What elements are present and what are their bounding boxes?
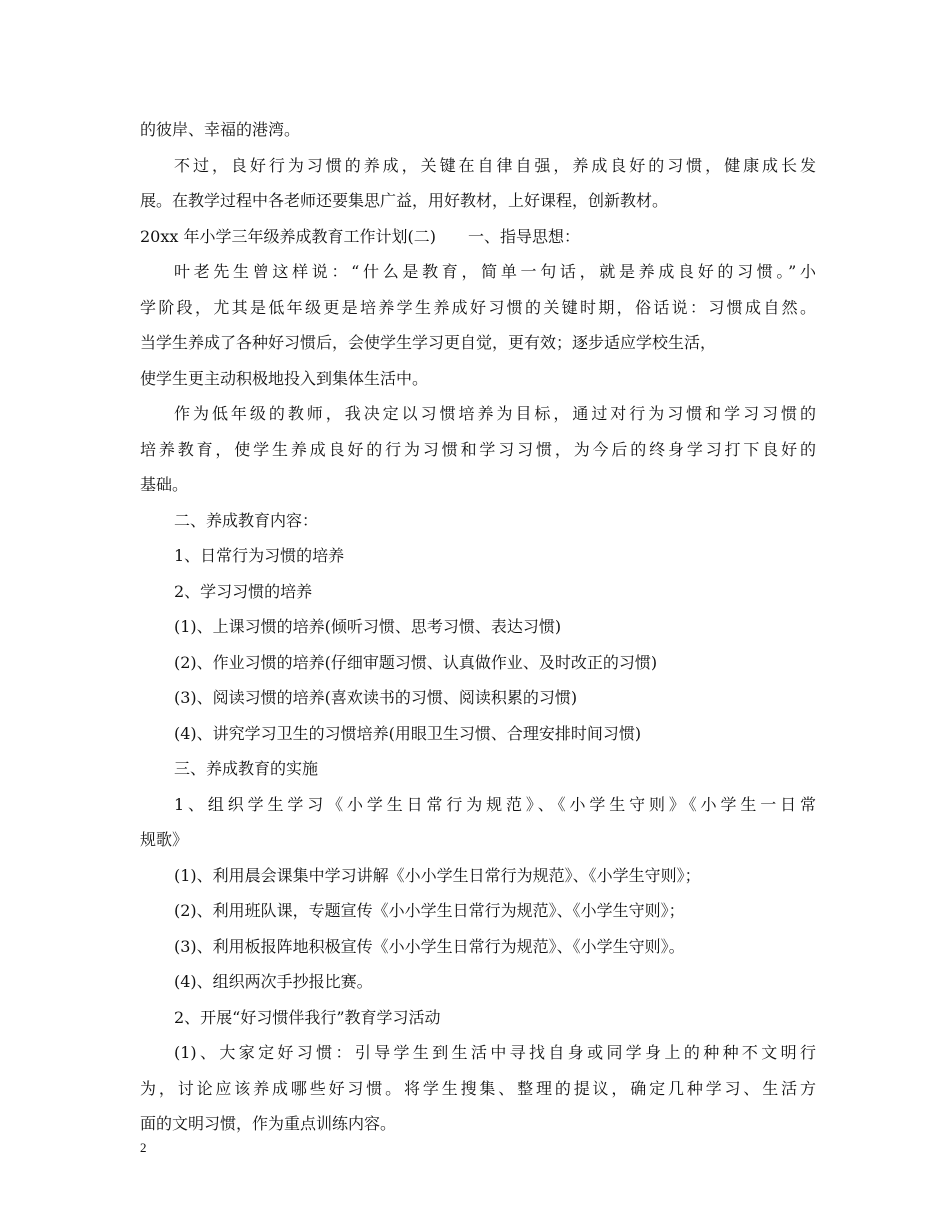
list-item: (1)、利用晨会课集中学习讲解《小小学生日常行为规范》、《小学生守则》； <box>174 865 701 885</box>
list-item: (1)、上课习惯的培养(倾听习惯、思考习惯、表达习惯) <box>174 617 562 636</box>
text-line: 的彼岸、幸福的港湾。 <box>140 120 301 139</box>
list-item: 1、日常行为习惯的培养 <box>174 546 345 565</box>
list-item: 2、学习习惯的培养 <box>174 581 313 601</box>
text-line: 为，讨论应该养成哪些好习惯。将学生搜集、整理的提议，确定几种学习、生活方 <box>140 1078 816 1098</box>
list-item: 2、开展“好习惯伴我行”教育学习活动 <box>174 1007 441 1027</box>
text-line: 学阶段，尤其是低年级更是培养学生养成好习惯的关键时期，俗话说：习惯成自然。 <box>140 297 816 317</box>
text-line: 叶老先生曾这样说：“什么是教育，简单一句话，就是养成良好的习惯。”小 <box>174 262 816 281</box>
text-line: 作为低年级的教师，我决定以习惯培养为目标，通过对行为习惯和学习习惯的 <box>174 404 816 423</box>
list-item: (2)、利用班队课，专题宣传《小小学生日常行为规范》、《小学生守则》； <box>174 901 685 920</box>
text-line: 不过，良好行为习惯的养成，关键在自律自强，养成良好的习惯，健康成长发 <box>174 155 816 175</box>
text-line: 规歌》 <box>140 830 189 849</box>
document-body <box>140 112 816 1142</box>
section-heading: 三、养成教育的实施 <box>174 759 319 778</box>
text-line: 使学生更主动积极地投入到集体生活中。 <box>140 368 429 388</box>
text-line: 培养教育，使学生养成良好的行为习惯和学习习惯，为今后的终身学习打下良好的 <box>140 439 816 459</box>
list-item: (4)、讲究学习卫生的习惯培养(用眼卫生习惯、合理安排时间习惯) <box>174 723 642 743</box>
section-heading: 20xx 年小学三年级养成教育工作计划(二) 一、指导思想： <box>140 226 580 246</box>
list-item: (4)、组织两次手抄报比赛。 <box>174 972 373 991</box>
page-number: 2 <box>140 1140 147 1155</box>
text-line: 面的文明习惯，作为重点训练内容。 <box>140 1114 397 1133</box>
list-item: (1)、大家定好习惯：引导学生到生活中寻找自身或同学身上的种种不文明行 <box>174 1043 816 1062</box>
text-line: 基础。 <box>140 475 189 494</box>
list-item: (2)、作业习惯的培养(仔细审题习惯、认真做作业、及时改正的习惯) <box>174 652 658 672</box>
list-item: (3)、利用板报阵地积极宣传《小小学生日常行为规范》、《小学生守则》。 <box>174 936 685 956</box>
list-item: (3)、阅读习惯的培养(喜欢读书的习惯、阅读积累的习惯) <box>174 688 578 707</box>
text-line: 当学生养成了各种好习惯后，会使学生学习更自觉，更有效；逐步适应学校生活， <box>140 333 717 352</box>
list-item: 1、组织学生学习《小学生日常行为规范》、《小学生守则》《小学生一日常 <box>174 794 816 814</box>
text-line: 展。在教学过程中各老师还要集思广益，用好教材，上好课程，创新教材。 <box>140 191 669 210</box>
section-heading: 二、养成教育内容： <box>174 510 319 530</box>
